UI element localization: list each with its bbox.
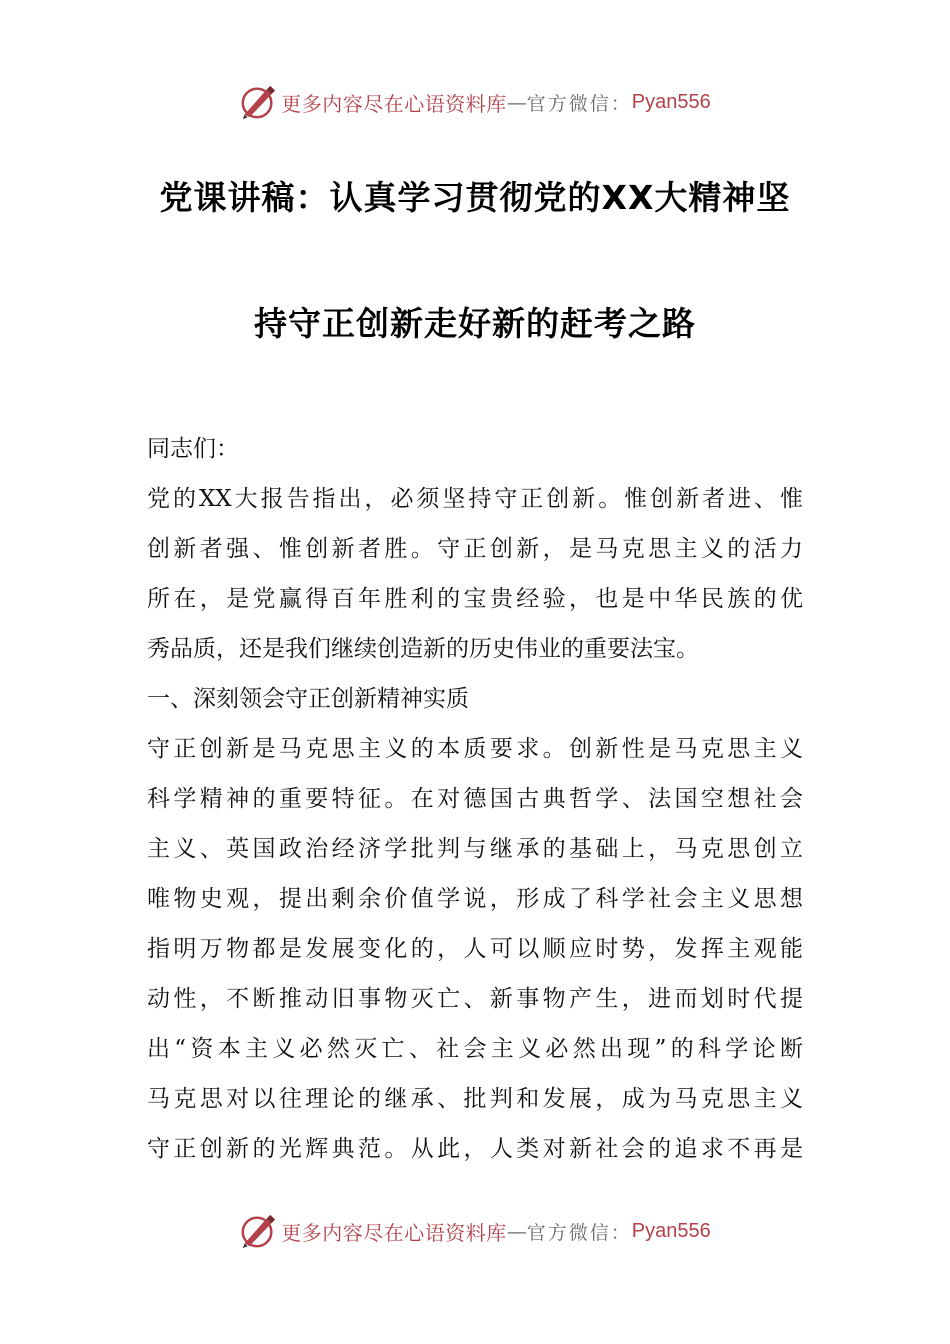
watermark-wechat-id: Pyan556: [631, 90, 711, 113]
body-line: 秀品质，还是我们继续创造新的历史伟业的重要法宝。: [147, 636, 699, 662]
body-line: 守正创新的光辉典范。从此，人类对新社会的追求不再是: [147, 1136, 803, 1162]
watermark-label: 官方微信：: [526, 1221, 632, 1244]
pen-logo-icon: [239, 1212, 277, 1250]
watermark-separator: —: [506, 1219, 527, 1243]
watermark-site-text: 更多内容尽在心语资料库: [281, 91, 507, 116]
body-line: 动性，不断推动旧事物灭亡、新事物产生，进而划时代提: [147, 986, 803, 1012]
pen-logo-icon: [239, 83, 277, 121]
salutation: 同志们：: [147, 436, 239, 462]
watermark-wechat-id: Pyan556: [631, 1219, 711, 1242]
body-line: 出“资本主义必然灭亡、社会主义必然出现”的科学论断: [147, 1036, 803, 1062]
body-line: 唯物史观，提出剩余价值学说，形成了科学社会主义思想: [147, 886, 803, 912]
body-line: 科学精神的重要特征。在对德国古典哲学、法国空想社会: [147, 786, 803, 812]
watermark-separator: —: [506, 90, 527, 114]
watermark-label: 官方微信：: [526, 92, 632, 115]
footer-watermark: [0, 1211, 950, 1251]
watermark-site-text: 更多内容尽在心语资料库: [281, 1220, 507, 1245]
body-line: 主义、英国政治经济学批判与继承的基础上，马克思创立: [147, 836, 803, 862]
body-line: 党的XX大报告指出，必须坚持守正创新。惟创新者进、惟: [147, 486, 803, 512]
section-heading: 一、深刻领会守正创新精神实质: [147, 686, 469, 712]
body-line: 守正创新是马克思主义的本质要求。创新性是马克思主义: [147, 736, 803, 762]
document-title-line-1: 党课讲稿：认真学习贯彻党的XX大精神坚: [159, 178, 791, 217]
document-title-line-2: 持守正创新走好新的赶考之路: [254, 304, 696, 343]
body-line: 指明万物都是发展变化的，人可以顺应时势，发挥主观能: [147, 936, 803, 962]
body-line: 所在，是党赢得百年胜利的宝贵经验，也是中华民族的优: [147, 586, 803, 612]
header-watermark: [0, 82, 950, 122]
body-line: 马克思对以往理论的继承、批判和发展，成为马克思主义: [147, 1086, 803, 1112]
body-line: 创新者强、惟创新者胜。守正创新，是马克思主义的活力: [147, 536, 803, 562]
